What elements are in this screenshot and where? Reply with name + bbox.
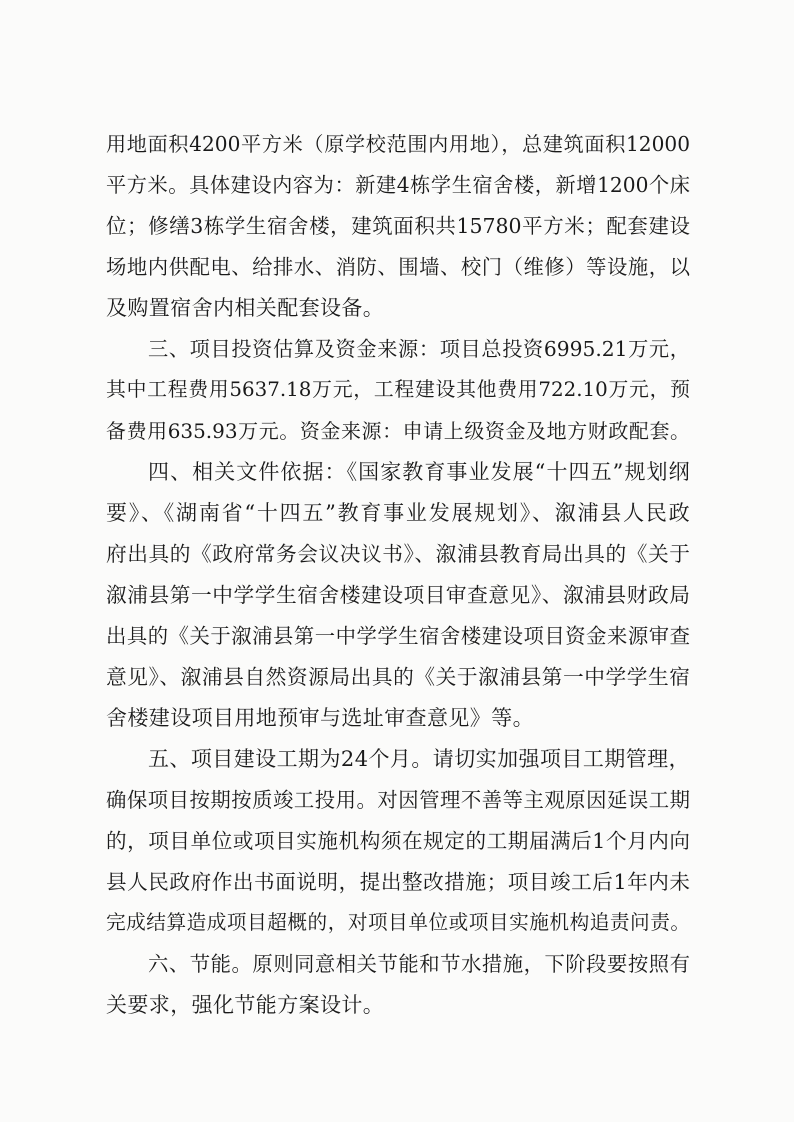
text-line: 四、相关文件依据：《国家教育事业发展“十四五”规划纲	[148, 460, 690, 484]
text-line: 位；修缮3栋学生宿舍楼，建筑面积共15780平方米；配套建设	[106, 214, 690, 238]
document-body	[106, 0, 690, 1122]
text-line: 六、节能。原则同意相关节能和节水措施，下阶段要按照有	[148, 952, 690, 976]
text-line: 确保项目按期按质竣工投用。对因管理不善等主观原因延误工期	[106, 788, 690, 812]
text-line: 完成结算造成项目超概的，对项目单位或项目实施机构追责问责。	[106, 911, 690, 934]
text-line: 出具的《关于溆浦县第一中学学生宿舍楼建设项目资金来源审查	[106, 624, 690, 648]
text-line: 五、项目建设工期为24个月。请切实加强项目工期管理，	[148, 747, 690, 771]
text-line: 府出具的《政府常务会议决议书》、溆浦县教育局出具的《关于	[106, 542, 690, 566]
text-line: 三、项目投资估算及资金来源：项目总投资6995.21万元，	[148, 337, 690, 361]
text-line: 关要求，强化节能方案设计。	[106, 993, 385, 1017]
text-line: 场地内供配电、给排水、消防、围墙、校门（维修）等设施，以	[106, 255, 690, 279]
text-line: 舍楼建设项目用地预审与选址审查意见》等。	[106, 706, 534, 730]
text-line: 意见》、溆浦县自然资源局出具的《关于溆浦县第一中学学生宿	[106, 665, 690, 689]
text-line: 平方米。具体建设内容为：新建4栋学生宿舍楼，新增1200个床	[106, 173, 690, 197]
text-line: 用地面积4200平方米（原学校范围内用地），总建筑面积12000	[106, 132, 690, 156]
text-line: 的，项目单位或项目实施机构须在规定的工期届满后1个月内向	[106, 829, 690, 853]
text-line: 要》、《湖南省“十四五”教育事业发展规划》、溆浦县人民政	[106, 501, 690, 525]
text-line: 溆浦县第一中学学生宿舍楼建设项目审查意见》、溆浦县财政局	[106, 583, 690, 607]
text-line: 县人民政府作出书面说明，提出整改措施；项目竣工后1年内未	[106, 870, 690, 894]
text-line: 及购置宿舍内相关配套设备。	[106, 296, 385, 320]
text-line: 其中工程费用5637.18万元，工程建设其他费用722.10万元，预	[106, 378, 690, 401]
text-line: 备费用635.93万元。资金来源：申请上级资金及地方财政配套。	[106, 419, 690, 443]
